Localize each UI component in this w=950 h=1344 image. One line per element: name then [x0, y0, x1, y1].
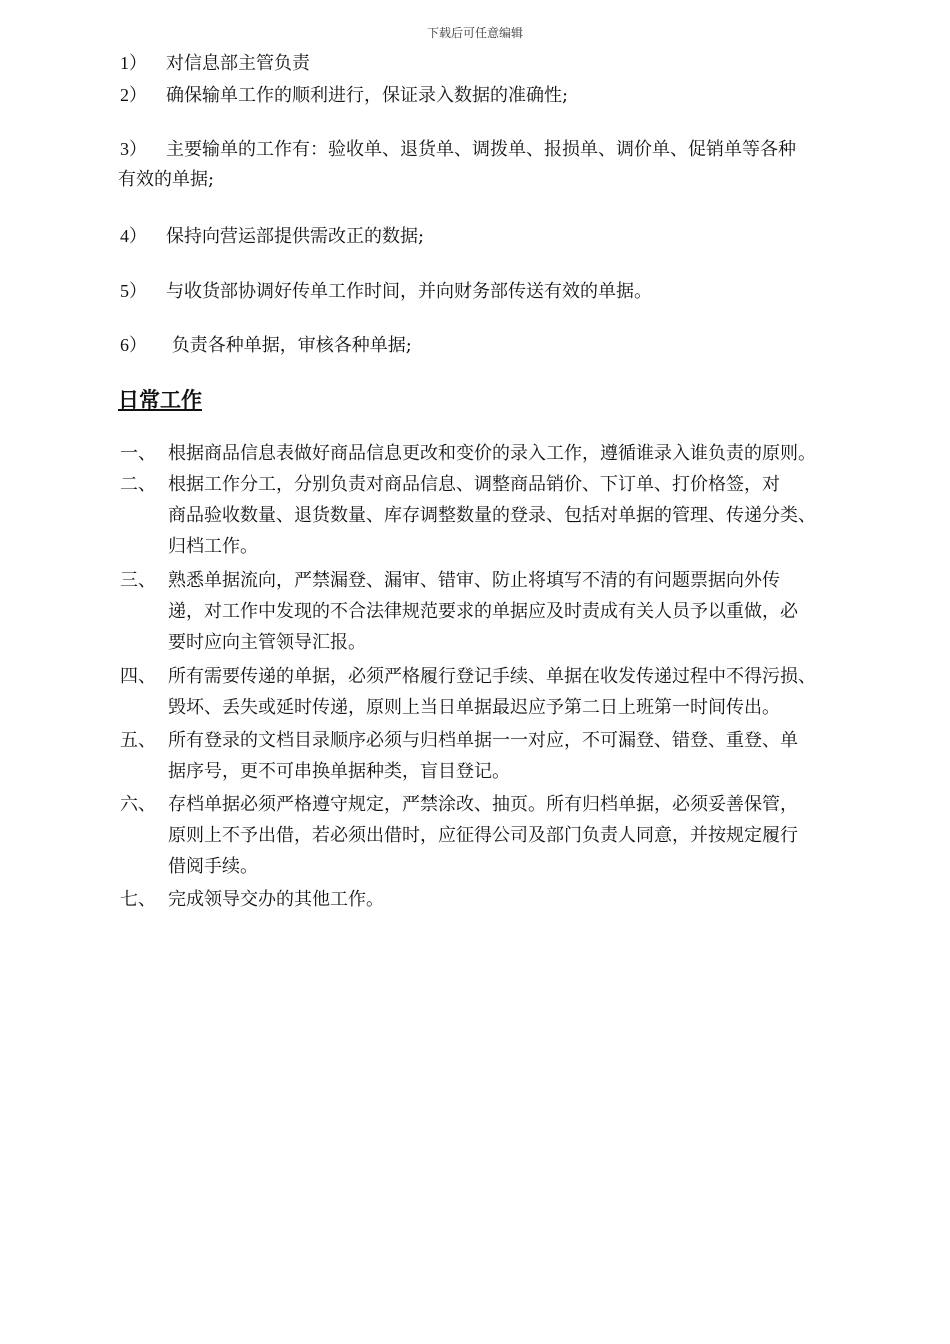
task-item-3	[120, 565, 920, 658]
task-number: 四、	[120, 666, 156, 687]
duty-number: 3）	[120, 139, 147, 159]
task-item-4	[120, 661, 920, 723]
duty-number: 4）	[120, 226, 147, 246]
duty-item-1	[120, 48, 310, 79]
task-number: 二、	[120, 474, 156, 495]
duty-text: 负责各种单据，审核各种单据;	[166, 335, 412, 356]
duty-text: 主要输单的工作有：验收单、退货单、调拨单、报损单、调价单、促销单等各种	[166, 139, 796, 160]
duty-item-3	[120, 134, 796, 195]
task-text: 存档单据必须严格遵守规定，严禁涂改、抽页。所有归档单据，必须妥善保管， 原则上不予出借，若必须出借时，应征得公司及部门负责人同意，并按规定履行 借阅手续。	[168, 794, 798, 877]
task-item-5	[120, 725, 920, 787]
task-number: 五、	[120, 730, 156, 751]
task-text: 所有需要传递的单据，必须严格履行登记手续、单据在收发传递过程中不得污损、 毁坏、丢失或延时传递，原则上当日单据最迟应予第二日上班第一时间传出。	[168, 666, 816, 718]
task-text: 所有登录的文档目录顺序必须与归档单据一一对应，不可漏登、错登、重登、单 据序号，更不可串换单据种类，盲目登记。	[168, 730, 798, 782]
task-text: 根据商品信息表做好商品信息更改和变价的录入工作，遵循谁录入谁负责的原则。	[168, 443, 816, 464]
duty-item-4	[120, 221, 424, 252]
task-number: 七、	[120, 889, 156, 910]
task-item-7	[120, 884, 920, 915]
duty-text: 确保输单工作的顺利进行，保证录入数据的准确性;	[166, 85, 569, 106]
task-number: 三、	[120, 570, 156, 591]
duty-number: 1）	[120, 53, 147, 73]
duty-number: 2）	[120, 85, 147, 105]
task-text: 熟悉单据流向，严禁漏登、漏审、错审、防止将填写不清的有问题票据向外传 递，对工作中发现的不合法律规范要求的单据应及时责成有关人员予以重做，必 要时应向主管领导汇报。	[168, 570, 798, 653]
task-item-2	[120, 469, 920, 562]
task-item-1	[120, 438, 920, 469]
duty-item-6	[120, 330, 412, 361]
duty-item-5	[120, 276, 652, 307]
section-title: 日常工作	[118, 388, 202, 412]
task-number: 一、	[120, 443, 156, 464]
duty-number: 6）	[120, 335, 147, 355]
duty-item-2	[120, 80, 568, 111]
task-text: 根据工作分工，分别负责对商品信息、调整商品销价、下订单、打价格签，对 商品验收数量、退货数量、库存调整数量的登录、包括对单据的管理、传递分类、 归档工作。	[168, 474, 816, 557]
duty-number: 5）	[120, 281, 147, 301]
task-number: 六、	[120, 794, 156, 815]
duty-text-continued: 有效的单据;	[118, 169, 215, 190]
task-text: 完成领导交办的其他工作。	[168, 889, 384, 910]
duty-text: 保持向营运部提供需改正的数据;	[166, 226, 425, 247]
task-item-6	[120, 789, 920, 882]
page-header: 下载后可任意编辑	[426, 26, 523, 40]
duty-text: 对信息部主管负责	[166, 53, 310, 74]
duty-text: 与收货部协调好传单工作时间，并向财务部传送有效的单据。	[166, 281, 652, 302]
